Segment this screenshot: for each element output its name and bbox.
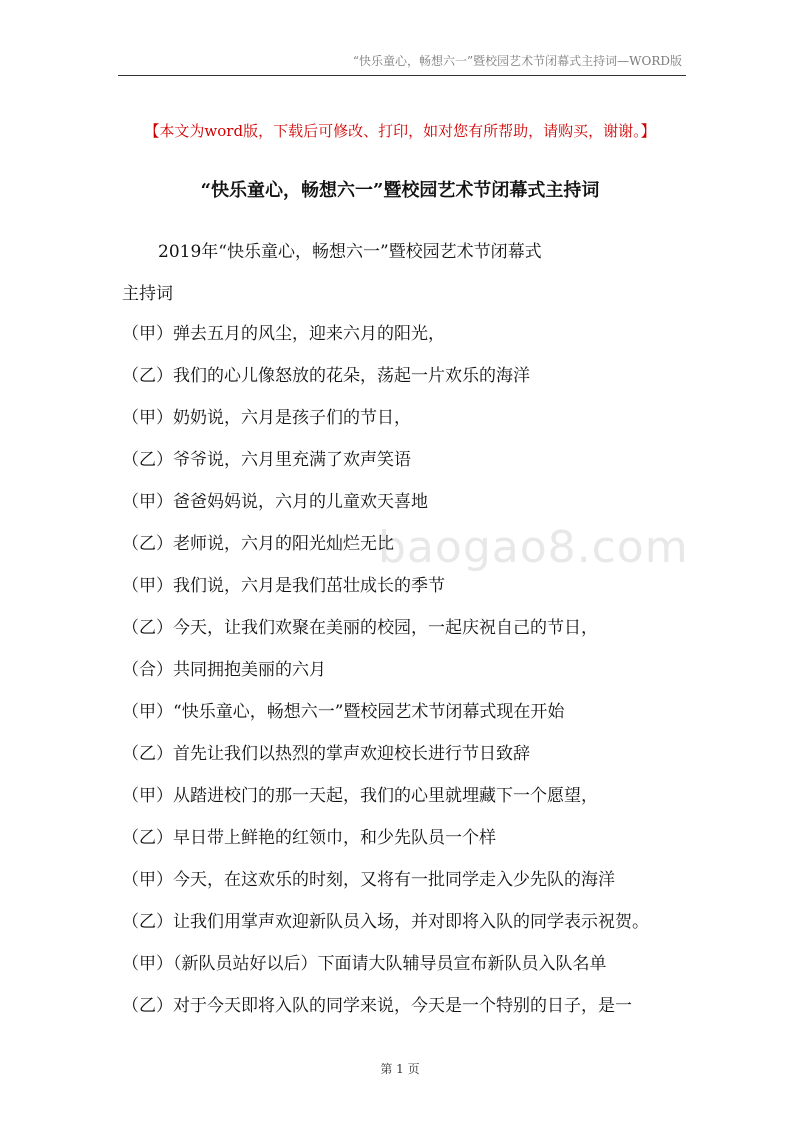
- body-line: （乙）老师说，六月的阳光灿烂无比: [122, 534, 394, 554]
- body-line: （甲）今天，在这欢乐的时刻，又将有一批同学走入少先队的海洋: [122, 870, 615, 890]
- body-line-year-title: 2019年“快乐童心，畅想六一”暨校园艺术节闭幕式: [158, 242, 542, 262]
- body-line: （甲）弹去五月的风尘，迎来六月的阳光，: [122, 324, 445, 344]
- body-line: （合）共同拥抱美丽的六月: [122, 660, 326, 680]
- body-line: （乙）首先让我们以热烈的掌声欢迎校长进行节日致辞: [122, 744, 530, 764]
- body-line: （甲）我们说，六月是我们茁壮成长的季节: [122, 576, 445, 596]
- running-header: “快乐童心，畅想六一”暨校园艺术节闭幕式主持词—WORD版: [352, 54, 682, 68]
- body-line: （乙）我们的心儿像怒放的花朵，荡起一片欢乐的海洋: [122, 366, 530, 386]
- page-number: 第 1 页: [380, 1062, 420, 1076]
- body-line: （乙）对于今天即将入队的同学来说，今天是一个特别的日子，是一: [122, 996, 632, 1016]
- body-line: （甲）奶奶说，六月是孩子们的节日，: [122, 408, 411, 428]
- body-line: （甲）爸爸妈妈说，六月的儿童欢天喜地: [122, 492, 428, 512]
- body-line: 主持词: [122, 284, 173, 304]
- body-line: （甲）“快乐童心，畅想六一”暨校园艺术节闭幕式现在开始: [122, 702, 565, 722]
- header-divider: [118, 75, 686, 76]
- document-title: “快乐童心，畅想六一”暨校园艺术节闭幕式主持词: [200, 180, 600, 201]
- watermark: baogao8.com: [378, 522, 689, 573]
- body-line: （乙）爷爷说，六月里充满了欢声笑语: [122, 450, 411, 470]
- body-line: （甲）（新队员站好以后）下面请大队辅导员宣布新队员入队名单: [122, 954, 607, 974]
- body-line: （甲）从踏进校门的那一天起，我们的心里就埋藏下一个愿望，: [122, 786, 598, 806]
- purchase-notice: 【本文为word版，下载后可修改、打印，如对您有所帮助，请购买，谢谢。】: [144, 122, 656, 140]
- body-line: （乙）早日带上鲜艳的红领巾，和少先队员一个样: [122, 828, 496, 848]
- body-line: （乙）今天，让我们欢聚在美丽的校园，一起庆祝自己的节日，: [122, 618, 598, 638]
- body-line: （乙）让我们用掌声欢迎新队员入场，并对即将入队的同学表示祝贺。: [122, 912, 649, 932]
